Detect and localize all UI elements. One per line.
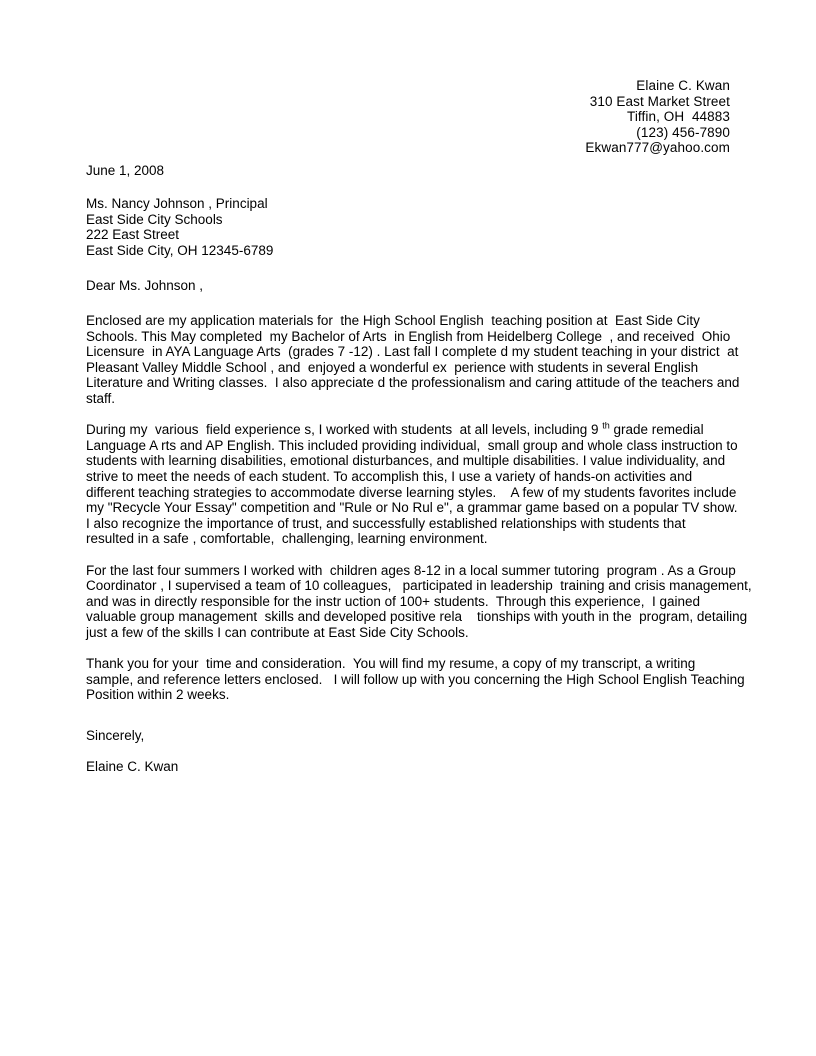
paragraph-line: Pleasant Valley Middle School , and enjoyed a wonderful ex perience with students in several English [86, 359, 699, 375]
paragraph-line: Language A rts and AP English. This included providing individual, small group and whole class instruction to [86, 437, 738, 453]
salutation: Dear Ms. Johnson , [86, 278, 204, 293]
paragraph-line: sample, and reference letters enclosed. I will follow up with you concerning the High School English Teaching [86, 671, 745, 687]
sender-email: Ekwan777@yahoo.com [585, 140, 730, 156]
paragraph-line: students with learning disabilities, emotional disturbances, and multiple disabilities. I value individuality, and [86, 453, 726, 469]
paragraph-line: just a few of the skills I can contribute at East Side City Schools. [86, 624, 469, 640]
paragraph-line: Position within 2 weeks. [86, 687, 230, 703]
sender-street: 310 East Market Street [589, 93, 730, 109]
paragraph-line: During my various field experience s, I worked with students at all levels, including 9 $^{th}$ grade remedial [86, 420, 704, 438]
paragraph-line: I also recognize the importance of trust, and successfully established relationships with students that [86, 515, 686, 531]
paragraph-line: For the last four summers I worked with children ages 8-12 in a local summer tutoring program . As a Group [86, 562, 736, 578]
paragraph-enclosed-materials [86, 313, 740, 407]
paragraph-line: Licensure in AYA Language Arts (grades 7 -12) . Last fall I complete d my student teaching in your district at [86, 344, 739, 360]
paragraph-line: different teaching strategies to accommodate diverse learning styles. A few of my students favorites include [86, 484, 737, 500]
paragraph-field-experience [86, 420, 738, 547]
recipient-street: 222 East Street [86, 227, 180, 243]
letter-closing [86, 728, 178, 775]
letter-date: June 1, 2008 [86, 163, 165, 178]
paragraph-line: resulted in a safe , comfortable, challenging, learning environment. [86, 531, 488, 547]
paragraph-line: and was in directly responsible for the instr uction of 100+ students. Through this experience, I gained [86, 593, 700, 609]
paragraph-line: Coordinator , I supervised a team of 10 colleagues, participated in leadership training and crisis management, [86, 578, 752, 594]
recipient-city-state-zip: East Side City, OH 12345-6789 [86, 242, 274, 258]
paragraph-line: Enclosed are my application materials for the High School English teaching position at East Side City [86, 313, 700, 328]
paragraph-line: strive to meet the needs of each student. To accomplish this, I use a variety of hands-on activities and [86, 468, 693, 484]
recipient-name-title: Ms. Nancy Johnson , Principal [86, 196, 268, 211]
recipient-organization: East Side City Schools [86, 211, 223, 227]
closing-salutation: Sincerely, [86, 728, 145, 743]
paragraph-line: Thank you for your time and consideration. You will find my resume, a copy of my transcript, a writing [86, 656, 696, 672]
sender-phone: (123) 456-7890 [636, 124, 730, 140]
letter-body [86, 313, 752, 718]
sender-name: Elaine C. Kwan [636, 78, 730, 93]
sender-address-block [380, 78, 730, 156]
paragraph-line: my "Recycle Your Essay" competition and "Rule or No Rul e", a grammar game based on a popular TV show. [86, 500, 738, 516]
paragraph-line: Literature and Writing classes. I also appreciate d the professionalism and caring attitude of the teachers and [86, 375, 740, 391]
paragraph-summer-tutoring [86, 562, 752, 641]
paragraph-line: valuable group management skills and developed positive rela tionships with youth in the program, detailing [86, 609, 748, 625]
paragraph-line: staff. [86, 390, 116, 406]
signature-name: Elaine C. Kwan [86, 759, 179, 775]
paragraph-line: Schools. This May completed my Bachelor of Arts in English from Heidelberg College , and received Ohio [86, 328, 731, 344]
recipient-address-block [86, 196, 273, 258]
paragraph-closing-thanks [86, 656, 745, 703]
sender-city-state-zip: Tiffin, OH 44883 [626, 109, 730, 125]
